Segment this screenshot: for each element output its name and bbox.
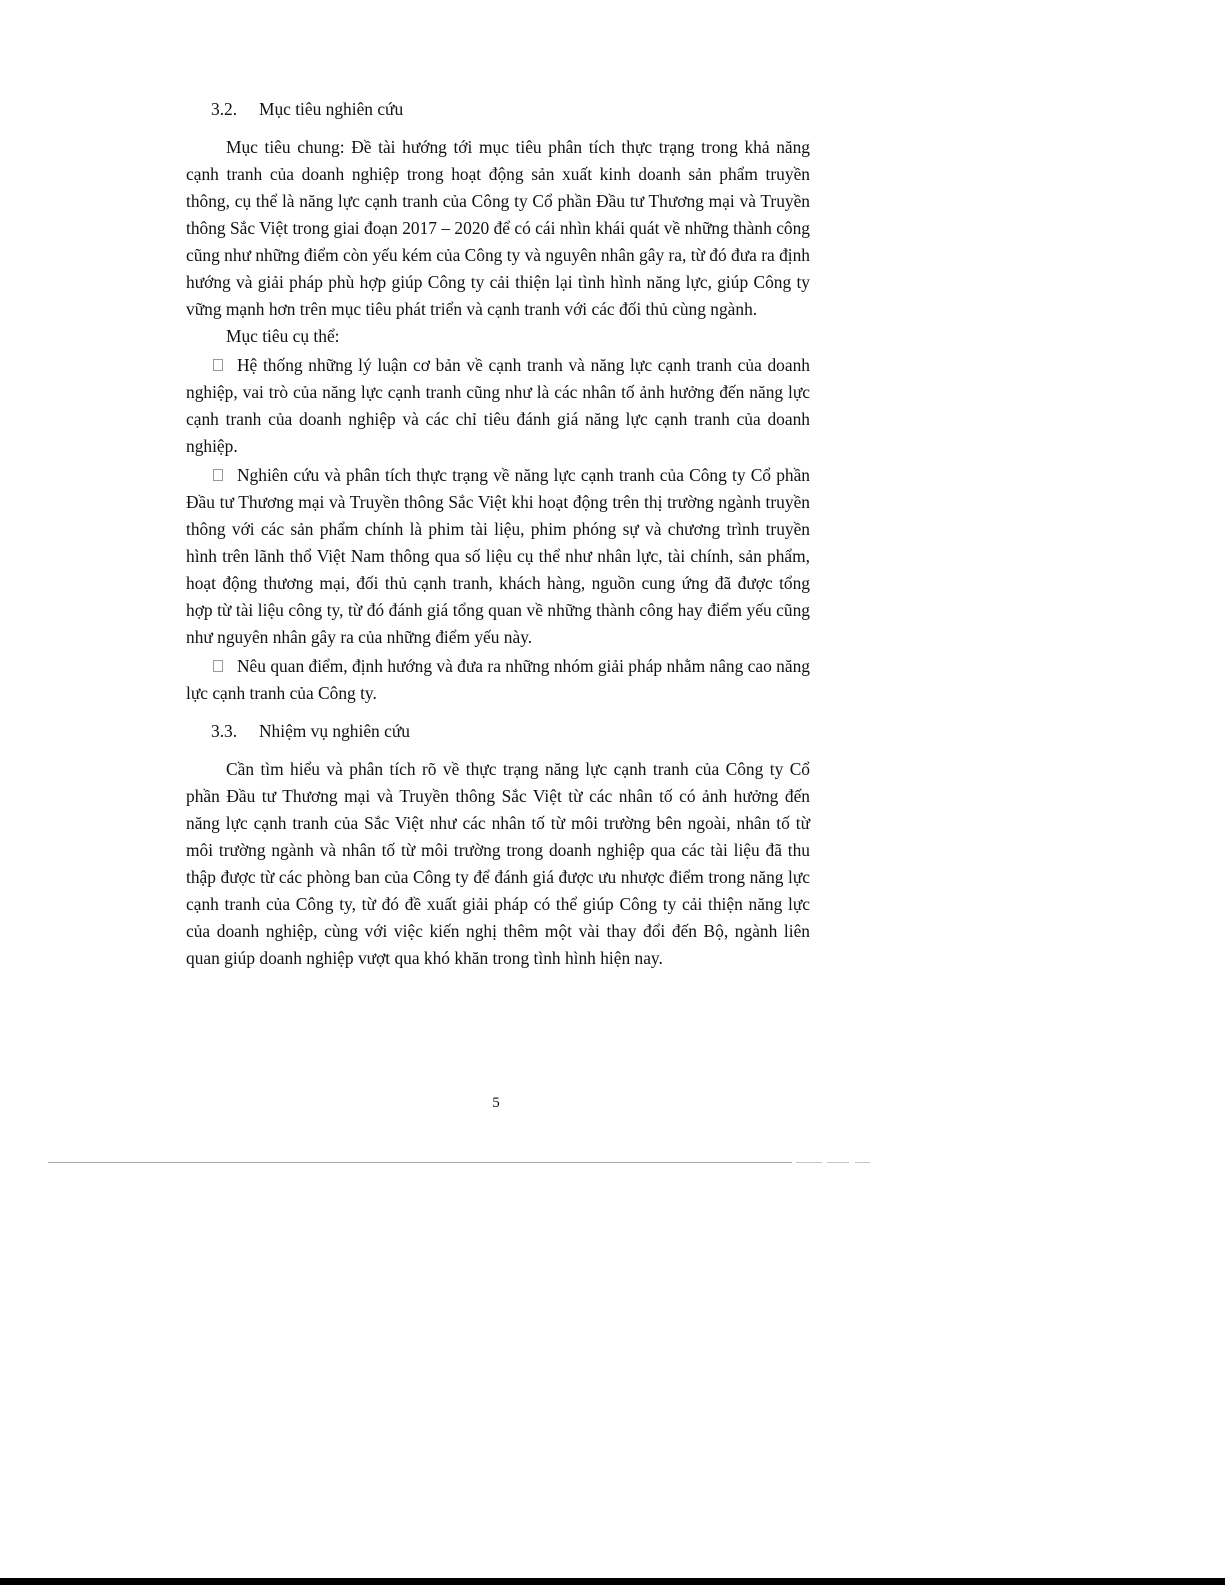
section-heading-3-2 (211, 96, 810, 123)
checkbox-bullet-icon (213, 660, 223, 672)
section-heading-3-3 (211, 718, 810, 745)
bullet-item (186, 352, 810, 460)
page-number: 5 (492, 1095, 500, 1111)
bullet-text: Hệ thống những lý luận cơ bản về cạnh tranh và năng lực cạnh tranh của doanh nghiệp, vai trò của năng lực cạnh tranh cũng như là các nhân tố ảnh hưởng đến năng lực cạnh tranh của doanh nghiệp và các chỉ tiêu đánh giá năng lực cạnh tranh của doanh nghiệp. (186, 355, 810, 456)
section-title: Mục tiêu nghiên cứu (259, 99, 404, 119)
checkbox-bullet-icon (213, 359, 223, 371)
general-goal-paragraph: Mục tiêu chung: Đề tài hướng tới mục tiêu phân tích thực trạng trong khả năng cạnh tranh của doanh nghiệp trong hoạt động sản xuất kinh doanh sản phẩm truyền thông, cụ thể là năng lực cạnh tranh của Công ty Cổ phần Đầu tư Thương mại và Truyền thông Sắc Việt trong giai đoạn 2017 – 2020 để có cái nhìn khái quát về những thành công cũng như những điểm còn yếu kém của Công ty và nguyên nhân gây ra, từ đó đưa ra định hướng và giải pháp phù hợp giúp Công ty cải thiện lại tình hình năng lực, giúp Công ty vững mạnh hơn trên mục tiêu phát triển và cạnh tranh với các đối thủ cùng ngành. (186, 137, 811, 319)
research-task-paragraph: Cần tìm hiểu và phân tích rõ về thực trạng năng lực cạnh tranh của Công ty Cổ phần Đầu tư Thương mại và Truyền thông Sắc Việt từ các nhân tố có ảnh hưởng đến năng lực cạnh tranh của Sắc Việt như các nhân tố từ môi trường bên ngoài, nhân tố từ môi trường ngành và nhân tố từ môi trường trong doanh nghiệp qua các tài liệu đã thu thập được từ các phòng ban của Công ty để đánh giá được ưu nhược điểm trong năng lực cạnh tranh của Công ty, từ đó đề xuất giải pháp có thể giúp Công ty cải thiện năng lực của doanh nghiệp, cùng với việc kiến nghị thêm một vài thay đổi đến Bộ, ngành liên quan giúp doanh nghiệp vượt qua khó khăn trong tình hình hiện nay. (186, 759, 810, 968)
page-bottom-rule-dash (796, 1162, 822, 1163)
page-bottom-rule (48, 1162, 792, 1163)
bullet-item (186, 653, 810, 707)
specific-goal-label: Mục tiêu cụ thể: (226, 326, 340, 346)
section-spacer (186, 707, 810, 718)
bullet-item (186, 462, 810, 651)
page-content (186, 96, 810, 972)
checkbox-bullet-icon (213, 469, 223, 481)
bottom-edge-bar (0, 1578, 1225, 1585)
section-number: 3.3. (211, 721, 238, 741)
page-bottom-rule-dash (827, 1162, 849, 1163)
page-bottom-rule-dash (855, 1162, 870, 1163)
section-title: Nhiệm vụ nghiên cứu (259, 721, 410, 741)
bullet-text: Nêu quan điểm, định hướng và đưa ra những nhóm giải pháp nhằm nâng cao năng lực cạnh tranh của Công ty. (186, 656, 810, 703)
section-number: 3.2. (211, 99, 238, 119)
bullet-text: Nghiên cứu và phân tích thực trạng về năng lực cạnh tranh của Công ty Cổ phần Đầu tư Thương mại và Truyền thông Sắc Việt khi hoạt động trên thị trường ngành truyền thông với các sản phẩm chính là phim tài liệu, phim phóng sự và chương trình truyền hình trên lãnh thổ Việt Nam thông qua số liệu cụ thể như nhân lực, tài chính, sản phẩm, hoạt động thương mại, đối thủ cạnh tranh, khách hàng, nguồn cung ứng đã được tổng hợp từ tài liệu công ty, từ đó đánh giá tổng quan về những thành công hay điểm yếu cũng như nguyên nhân gây ra của những điểm yếu này. (186, 465, 810, 647)
